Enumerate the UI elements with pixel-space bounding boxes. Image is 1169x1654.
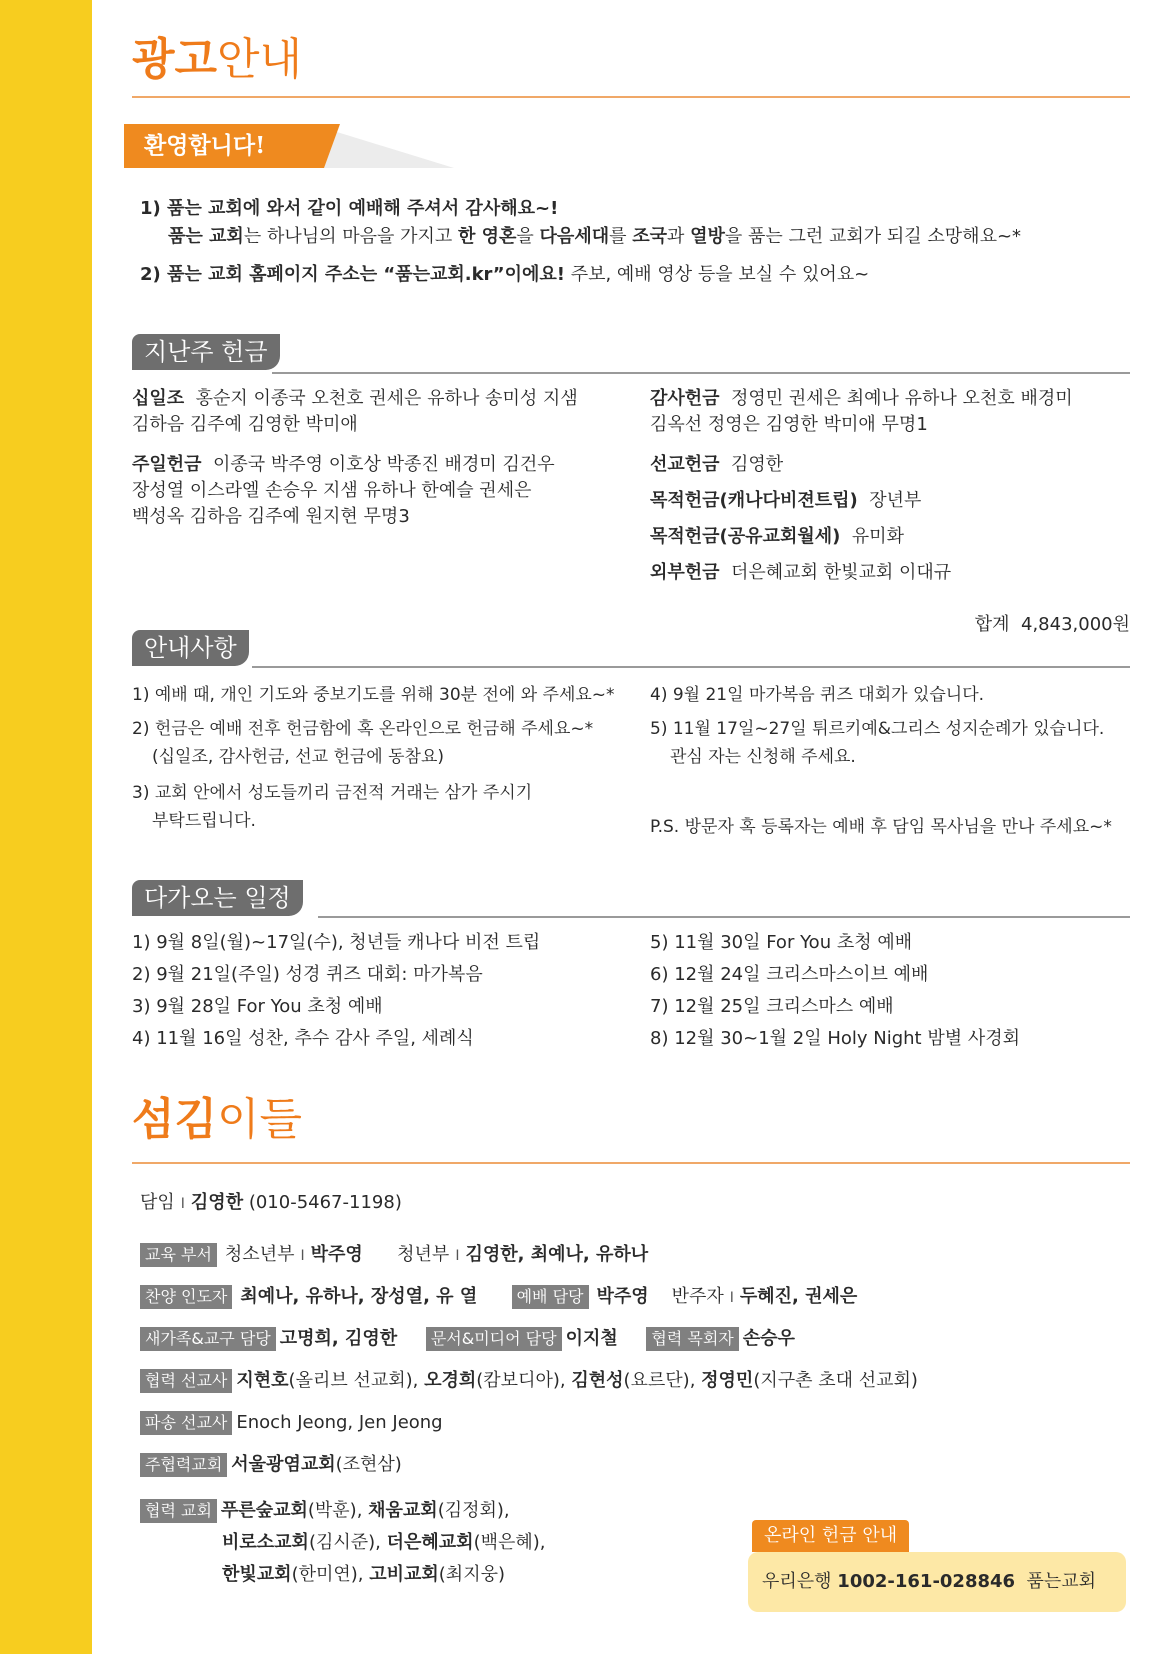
schedule-item-1: 1) 9월 8일(월)~17일(수), 청년들 캐나다 비전 트립 [132,932,541,953]
bulletin-page [132,0,1130,1654]
side-accent-bar [0,0,92,1654]
offering-sunday-more-1: 장성열 이스라엘 손승우 지샘 유하나 한예슬 권세은 [132,480,532,501]
ad-line-3: 2) 품는 교회 홈페이지 주소는 “품는교회.kr”이에요! 주보, 예배 영상 등을 보실 수 있어요~ [140,264,870,285]
offering-purpose-rent: 목적헌금(공유교회월세) 유미화 [650,526,904,547]
notices-section-tag: 안내사항 [132,630,249,666]
copastor-label: 협력 목회자 [646,1327,738,1351]
schedule-rule [318,916,1130,918]
staff-newfamily-media: 새가족&교구 담당 고명희, 김영한 문서&미디어 담당 이지철 협력 목회자 손승우 [140,1324,795,1354]
staff-title-rule [132,1162,1130,1164]
online-offering-tag: 온라인 헌금 안내 [752,1520,909,1552]
staff-coop-churches-2: 비로소교회(김시준), 더은혜교회(백은혜), [222,1532,546,1553]
offering-purpose-canada: 목적헌금(캐나다비젼트립) 장년부 [650,490,922,511]
staff-sent-missionaries: 파송 선교사 Enoch Jeong, Jen Jeong [140,1408,443,1438]
staff-pastor: 담임 I 김영한 (010-5467-1198) [140,1192,402,1213]
staff-praise-worship: 찬양 인도자 최예나, 유하나, 장성열, 유 열 예배 담당 박주영 반주자 I 두혜진, 권세은 [140,1282,857,1313]
sent-missionary-label: 파송 선교사 [140,1411,232,1435]
ad-title: 광고안내 [132,34,303,85]
ad-line-1: 1) 품는 교회에 와서 같이 예배해 주셔서 감사해요~! [140,198,559,219]
newfamily-label: 새가족&교구 담당 [140,1327,276,1351]
notices-rule [252,666,1130,668]
offering-section-tag: 지난주 헌금 [132,334,280,370]
schedule-section-tag: 다가오는 일정 [132,880,303,916]
main-church-label: 주협력교회 [140,1453,227,1477]
notice-2-sub: (십일조, 감사헌금, 선교 헌금에 동참요) [152,747,445,767]
staff-title: 섬김이들 [132,1094,303,1145]
notice-4: 4) 9월 21일 마가복음 퀴즈 대회가 있습니다. [650,685,985,705]
notice-5-sub: 관심 자는 신청해 주세요. [670,747,856,767]
worship-label: 예배 담당 [512,1285,589,1309]
schedule-item-8: 8) 12월 30~1월 2일 Holy Night 밤별 사경회 [650,1028,1020,1049]
offering-tithe-more: 김하음 김주예 김영한 박미애 [132,414,358,435]
schedule-item-3: 3) 9월 28일 For You 초청 예배 [132,996,383,1017]
notice-2: 2) 헌금은 예배 전후 헌금함에 혹 온라인으로 헌금해 주세요~* [132,719,594,739]
ad-line-2: 품는 교회는 하나님의 마음을 가지고 한 영혼을 다음세대를 조국과 열방을 품는 그런 교회가 되길 소망해요~* [168,226,1022,247]
offering-total: 합계 4,843,000원 [974,614,1130,635]
welcome-tag-shadow [324,128,454,168]
praise-label: 찬양 인도자 [140,1285,232,1309]
notice-1: 1) 예배 때, 개인 기도와 중보기도를 위해 30분 전에 와 주세요~* [132,685,615,705]
offering-tithe: 십일조 홍순지 이종국 오천호 권세은 유하나 송미성 지샘 [132,388,578,409]
notice-ps: P.S. 방문자 혹 등록자는 예배 후 담임 목사님을 만나 주세요~* [650,817,1112,837]
schedule-item-4: 4) 11월 16일 성찬, 추수 감사 주일, 세례식 [132,1028,474,1049]
schedule-item-2: 2) 9월 21일(주일) 성경 퀴즈 대회: 마가복음 [132,964,483,985]
welcome-tag: 환영합니다! [124,124,324,168]
offering-external: 외부헌금 더은혜교회 한빛교회 이대규 [650,562,952,583]
offering-mission: 선교헌금 김영한 [650,454,784,475]
offering-sunday: 주일헌금 이종국 박주영 이호상 박종진 배경미 김건우 [132,454,555,475]
staff-main-church: 주협력교회 서울광염교회(조현삼) [140,1450,402,1480]
staff-coop-churches: 협력 교회 푸른숲교회(박훈), 채움교회(김정회), [140,1496,510,1526]
education-label: 교육 부서 [140,1243,217,1267]
offering-thanks: 감사헌금 정영민 권세은 최예나 유하나 오천호 배경미 [650,388,1073,409]
online-offering-box: 우리은행 1002-161-028846 품는교회 [748,1552,1126,1612]
schedule-item-6: 6) 12월 24일 크리스마스이브 예배 [650,964,929,985]
notice-3: 3) 교회 안에서 성도들끼리 금전적 거래는 삼가 주시기 [132,783,533,803]
ad-title-rule [132,96,1130,98]
staff-coop-churches-3: 한빛교회(한미연), 고비교회(최지웅) [222,1564,505,1585]
notice-5: 5) 11월 17일~27일 튀르키예&그리스 성지순례가 있습니다. [650,719,1105,739]
offering-thanks-more: 김옥선 정영은 김영한 박미애 무명1 [650,414,928,435]
offering-sunday-more-2: 백성옥 김하음 김주예 원지현 무명3 [132,506,410,527]
media-label: 문서&미디어 담당 [426,1327,562,1351]
schedule-item-7: 7) 12월 25일 크리스마스 예배 [650,996,894,1017]
coop-missionary-label: 협력 선교사 [140,1369,232,1393]
schedule-item-5: 5) 11월 30일 For You 초청 예배 [650,932,913,953]
staff-education: 교육 부서 청소년부 I 박주영 청년부 I 김영한, 최예나, 유하나 [140,1240,648,1271]
offering-rule [272,372,1130,374]
coop-church-label: 협력 교회 [140,1499,217,1523]
notice-3-sub: 부탁드립니다. [152,811,256,831]
staff-coop-missionaries: 협력 선교사 지현호(올리브 선교회), 오경희(캄보디아), 김현성(요르단), 정영민(지구촌 초대 선교회) [140,1366,918,1396]
